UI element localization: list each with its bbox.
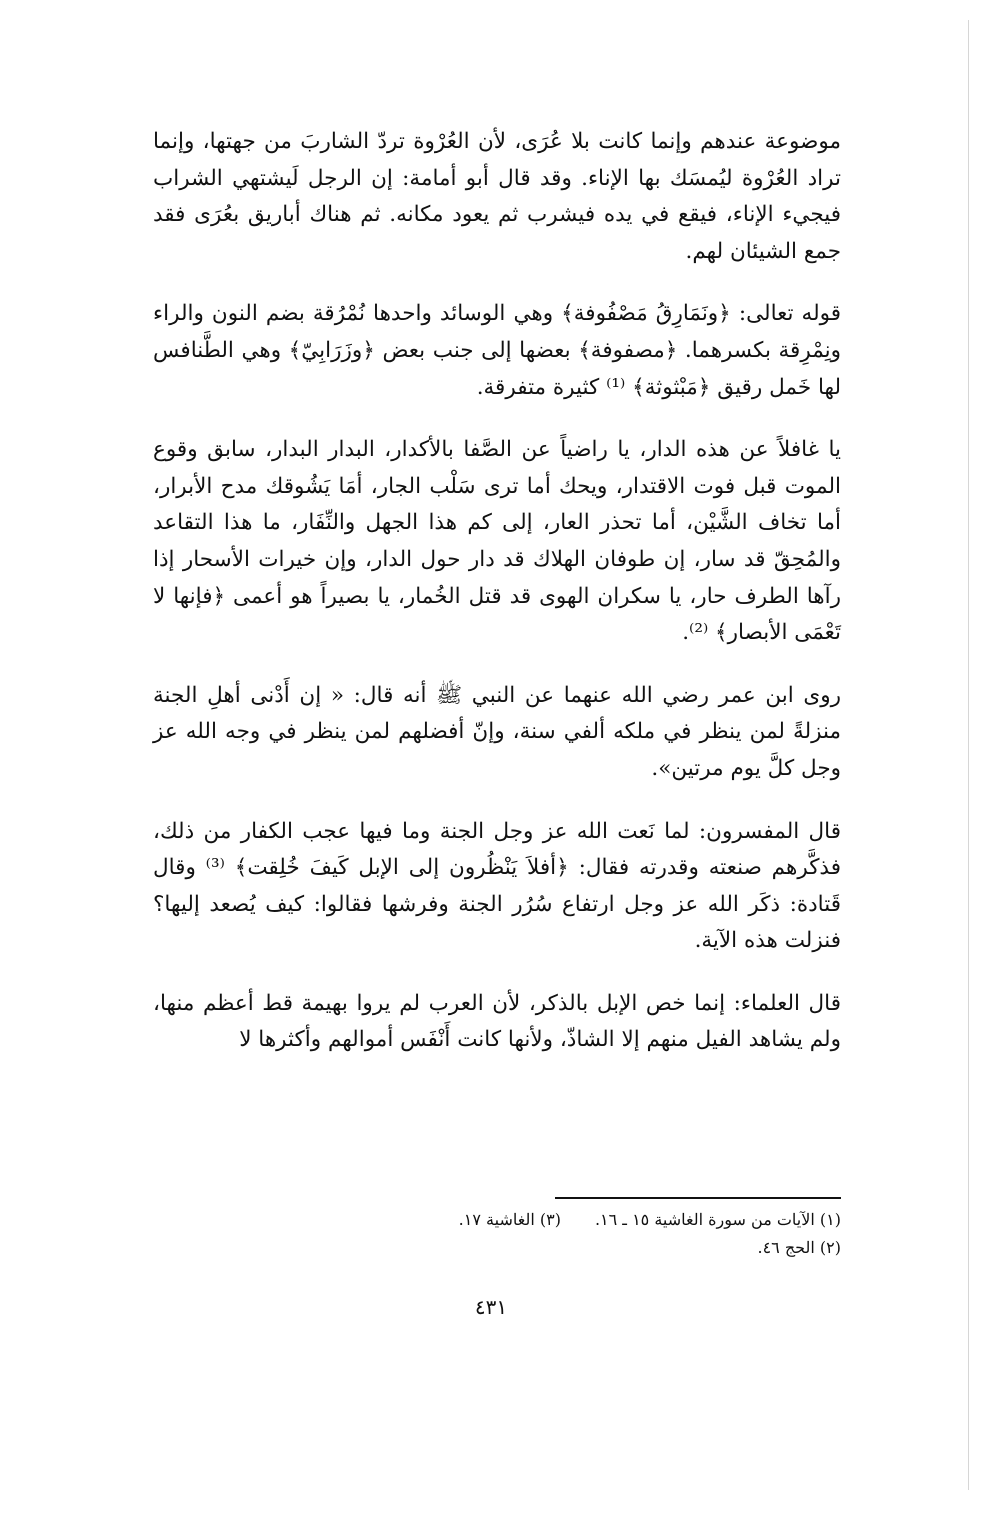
paragraph-hadith: روى ابن عمر رضي الله عنهما عن النبي ﷺ أنه قال: « إن أَدْنى أهلِ الجنة منزلةً لمن ينظر في ملكه ألفي سنة، وإنّ أفضلهم لمن ينظر في وجه الله عز وجل كلَّ يوم مرتين». (153, 682, 841, 781)
footnote-row (300, 1234, 841, 1262)
footnote-1: (١) الآيات من سورة الغاشية ١٥ ـ ١٦. (594, 1210, 841, 1229)
paragraph-cups: موضوعة عندهم وإنما كانت بلا عُرَى، لأن العُرْوة تردّ الشاربَ من جهتها، وإنما تراد العُرْوة ليُمسَك بها الإناء. وقد قال أبو أمامة: إن الرجل لَيشتهي الشراب فيجيء الإناء، فيقع في يده فيشرب ثم يعود مكانه. ثم هناك أباريق بعُرَى فقد جمع الشيئان لهم. (153, 129, 841, 264)
scan-edge-line (968, 20, 969, 1490)
footnote-row (300, 1206, 841, 1234)
paragraph-scholars: قال العلماء: إنما خص الإبل بالذكر، لأن العرب لم يروا بهيمة قط أعظم منها، ولم يشاهد الفيل منهم إلا الشاذّ، ولأنها كانت أَنْفَس أموالهم وأكثرها لا (153, 990, 841, 1053)
paragraph-cushions: قوله تعالى: ﴿ونَمَارِقُ مَصْفُوفة﴾ وهي الوسائد واحدها نُمْرُقة بضم النون والراء ونِمْرِقة بكسرهما. ﴿مصفوفة﴾ بعضها إلى جنب بعض ﴿وزَرَابِيّ﴾ وهي الطَّنافس لها خَمل رقيق ﴿مَبْثوثة﴾ ⁽¹⁾ كثيرة متفرقة. (153, 301, 841, 400)
paragraph-admonition: يا غافلاً عن هذه الدار، يا راضياً عن الصَّفا بالأكدار، البدار البدار، سابق وقوع الموت قبل فوت الاقتدار، ويحك أما ترى سَلْب الجار، أمَا يَشُوقك مدح الأبرار، أما تخاف الشَّيْن، أما تحذر العار، إلى كم هذا الجهل والنِّفَار، ما هذا التقاعد والمُحِقّ قد سار، إن طوفان الهلاك قد دار حول الدار، وإن خيرات الأسحار إذا رآها الطرف حار، يا سكران الهوى قد قتل الخُمار، يا بصيراً هو أعمى ﴿فإنها لا تَعْمَى الأبصار﴾ ⁽²⁾. (153, 437, 841, 646)
footnote-separator (555, 1197, 841, 1199)
footnote-3: (٣) الغاشية ١٧. (458, 1210, 561, 1229)
footnotes (300, 1206, 841, 1262)
page-number: ٤٣١ (474, 1295, 508, 1319)
paragraph-exegetes: قال المفسرون: لما نَعت الله عز وجل الجنة وما فيها عجب الكفار من ذلك، فذكَّرهم صنعته وقدرته فقال: ﴿أفلاَ يَنْظُرون إلى الإبل كَيفَ خُلِقت﴾ ⁽³⁾ وقال قَتادة: ذكَر الله عز وجل ارتفاع سُرُر الجنة وفرشها فقالوا: كيف يُصعد إليها؟ فنزلت هذه الآية. (153, 818, 841, 954)
footnote-2: (٢) الحج ٤٦. (757, 1238, 841, 1257)
main-text (153, 124, 841, 1085)
